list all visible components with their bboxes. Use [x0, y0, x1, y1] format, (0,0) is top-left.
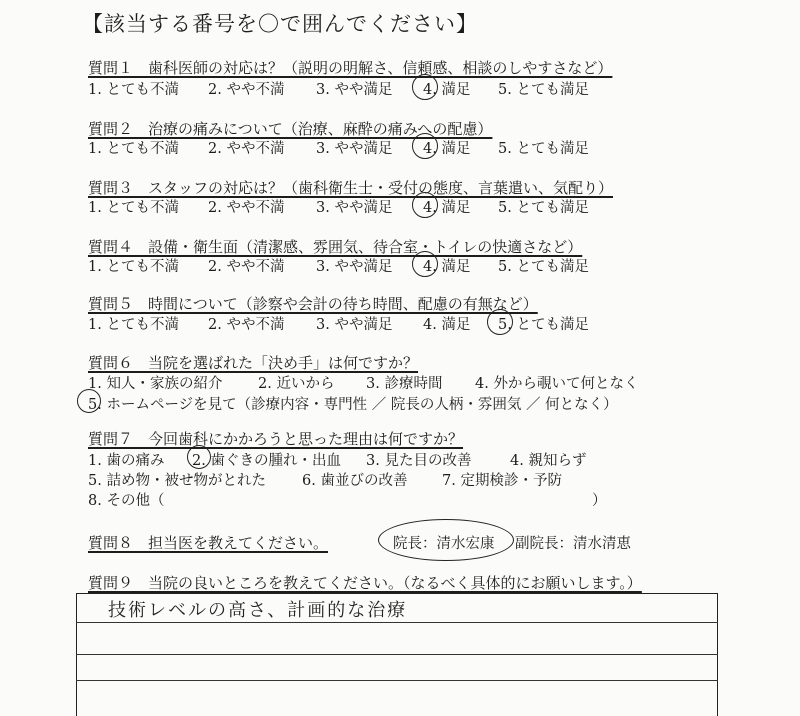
q6-option-3[interactable]: 3. 診療時間: [366, 376, 443, 392]
q2-option-5[interactable]: 5. とても満足: [498, 141, 589, 157]
q5-option-4[interactable]: 4. 満足: [423, 317, 471, 333]
question-8-label: 質問８ 担当医を教えてください。: [88, 534, 329, 552]
q3-option-1[interactable]: 1. とても不満: [88, 200, 179, 216]
q2-option-2[interactable]: 2. やや不満: [208, 141, 285, 157]
q6-selected-circle: [77, 389, 101, 413]
q4-option-3[interactable]: 3. やや満足: [316, 259, 393, 275]
q7-option-8[interactable]: 8. その他（: [88, 493, 165, 509]
q3-option-5[interactable]: 5. とても満足: [498, 200, 589, 216]
answer-line-2: [76, 654, 718, 655]
answer-line-1: [76, 622, 718, 623]
form-title: 【該当する番号を〇で囲んでください】: [82, 12, 478, 36]
question-6-label: 質問６ 当院を選ばれた「決め手」は何ですか？: [88, 354, 419, 372]
question-2-label: 質問２ 治療の痛みについて（治療、麻酔の痛みへの配慮）: [88, 120, 493, 138]
q7-option-1[interactable]: 1. 歯の痛み: [88, 453, 165, 469]
q7-option-5[interactable]: 5. 詰め物・被せ物がとれた: [88, 473, 266, 489]
q4-option-4[interactable]: 4. 満足: [423, 259, 471, 275]
q1-option-1[interactable]: 1. とても不満: [88, 82, 179, 98]
q7-option-8-close: ）: [592, 493, 607, 509]
q7-option-3[interactable]: 3. 見た目の改善: [366, 453, 472, 469]
q2-option-4[interactable]: 4. 満足: [423, 141, 471, 157]
q2-option-1[interactable]: 1. とても不満: [88, 141, 179, 157]
q1-selected-circle: [412, 74, 438, 100]
q6-option-2[interactable]: 2. 近いから: [258, 376, 335, 392]
q6-option-4[interactable]: 4. 外から覗いて何となく: [475, 376, 639, 392]
question-3-label: 質問３ スタッフの対応は？（歯科衛生士・受付の態度、言葉遣い、気配り）: [88, 179, 614, 197]
q5-option-2[interactable]: 2. やや不満: [208, 317, 285, 333]
q5-option-3[interactable]: 3. やや満足: [316, 317, 393, 333]
q3-selected-circle: [412, 192, 438, 218]
question-5-label: 質問５ 時間について（診察や会計の待ち時間、配慮の有無など）: [88, 295, 538, 313]
question-1-label: 質問１ 歯科医師の対応は？（説明の明解さ、信頼感、相談のしやすさなど）: [88, 59, 613, 77]
q1-option-4[interactable]: 4. 満足: [423, 82, 471, 98]
q3-option-2[interactable]: 2. やや不満: [208, 200, 285, 216]
q5-option-1[interactable]: 1. とても不満: [88, 317, 179, 333]
q2-selected-circle: [412, 133, 438, 159]
q5-option-5[interactable]: 5. とても満足: [498, 317, 589, 333]
q4-option-1[interactable]: 1. とても不満: [88, 259, 179, 275]
q7-option-6[interactable]: 6. 歯並びの改善: [302, 473, 408, 489]
q3-option-4[interactable]: 4. 満足: [423, 200, 471, 216]
q6-option-1[interactable]: 1. 知人・家族の紹介: [88, 376, 223, 392]
q1-option-2[interactable]: 2. やや不満: [208, 82, 285, 98]
q2-option-3[interactable]: 3. やや満足: [316, 141, 393, 157]
q8-option-vice-director[interactable]: 副院長：清水清恵: [515, 536, 631, 552]
q7-option-2[interactable]: 2. 歯ぐきの腫れ・出血: [192, 453, 341, 469]
q4-selected-circle: [412, 251, 438, 277]
q6-option-5[interactable]: 5. ホームページを見て（診療内容・専門性 ／ 院長の人柄・雰囲気 ／ 何となく）: [88, 397, 618, 413]
q3-option-3[interactable]: 3. やや満足: [316, 200, 393, 216]
q5-selected-circle: [487, 309, 513, 335]
q8-option-director[interactable]: 院長：清水宏康: [393, 536, 495, 552]
q1-option-3[interactable]: 3. やや満足: [316, 82, 393, 98]
q8-selected-circle: [378, 519, 514, 561]
q9-handwritten-answer: 技術レベルの高さ、計画的な治療: [108, 600, 408, 621]
q7-selected-circle: [187, 445, 211, 469]
q4-option-5[interactable]: 5. とても満足: [498, 259, 589, 275]
q7-option-7[interactable]: 7. 定期検診・予防: [442, 473, 562, 489]
question-9-label: 質問９ 当院の良いところを教えてください。（なるべく具体的にお願いします。）: [88, 574, 642, 592]
q7-option-4[interactable]: 4. 親知らず: [510, 453, 587, 469]
q1-option-5[interactable]: 5. とても満足: [498, 82, 589, 98]
question-4-label: 質問４ 設備・衛生面（清潔感、雰囲気、待合室・トイレの快適さなど）: [88, 238, 583, 256]
question-7-label: 質問７ 今回歯科にかかろうと思った理由は何ですか？: [88, 430, 464, 448]
q4-option-2[interactable]: 2. やや不満: [208, 259, 285, 275]
answer-line-3: [76, 680, 718, 681]
